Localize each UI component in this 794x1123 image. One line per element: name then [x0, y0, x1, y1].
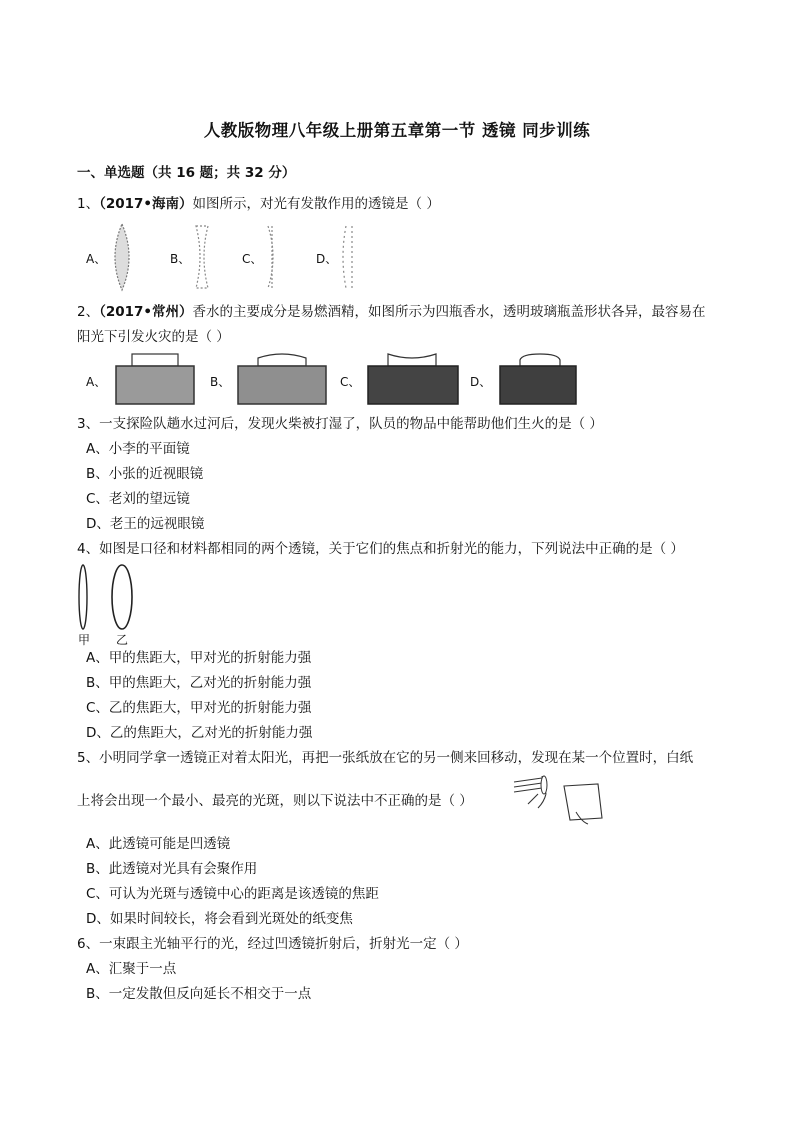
lens-d-planoconcave-icon	[343, 226, 352, 288]
question-2	[77, 303, 706, 321]
q6-option-a[interactable]: A、汇聚于一点	[86, 961, 177, 977]
q4-lens-figures	[74, 562, 144, 632]
question-source: （2017•海南）	[99, 196, 193, 212]
q4-option-c[interactable]: C、乙的焦距大，甲对光的折射能力强	[86, 700, 312, 716]
q5-option-a[interactable]: A、此透镜可能是凹透镜	[86, 836, 231, 852]
lens-a-biconvex-icon	[115, 224, 129, 290]
q3-option-a[interactable]: A、小李的平面镜	[86, 441, 190, 457]
section-heading: 一、单选题（共 16 题；共 32 分）	[77, 165, 296, 181]
q5-option-b[interactable]: B、此透镜对光具有会聚作用	[86, 861, 258, 877]
paper-sheet-icon	[564, 784, 602, 824]
question-text: 如图所示，对光有发散作用的透镜是（ ）	[192, 196, 440, 212]
q2-label-a: A、	[86, 375, 107, 389]
q3-option-d[interactable]: D、老王的远视眼镜	[86, 516, 205, 532]
question-3: 3、一支探险队趟水过河后，发现火柴被打湿了，队员的物品中能帮助他们生火的是（ ）	[77, 416, 603, 432]
question-1	[77, 195, 440, 213]
question-4: 4、如图是口径和材料都相同的两个透镜，关于它们的焦点和折射光的能力，下列说法中正确的是（ ）	[77, 541, 684, 557]
q4-option-a[interactable]: A、甲的焦距大，甲对光的折射能力强	[86, 650, 312, 666]
question-number: 2、	[77, 304, 100, 320]
lens-jia-thin-icon	[79, 565, 87, 629]
q4-option-d[interactable]: D、乙的焦距大，乙对光的折射能力强	[86, 725, 313, 741]
question-source: （2017•常州）	[99, 304, 193, 320]
q1-label-a: A、	[86, 252, 107, 266]
q5-option-c[interactable]: C、可认为光斑与透镜中心的距离是该透镜的焦距	[86, 886, 379, 902]
q4-label-jia: 甲	[78, 633, 91, 647]
bottle-b-convex-cap-icon	[238, 354, 326, 404]
lens-yi-thick-icon	[112, 565, 132, 629]
q2-label-d: D、	[470, 375, 492, 389]
q1-lens-figures	[108, 222, 368, 292]
q2-label-b: B、	[210, 375, 231, 389]
bottle-c-concave-cap-icon	[368, 354, 458, 404]
question-2-line2: 阳光下引发火灾的是（ ）	[77, 329, 230, 345]
q5-option-d[interactable]: D、如果时间较长，将会看到光斑处的纸变焦	[86, 911, 353, 927]
question-text-line1: 香水的主要成分是易燃酒精，如图所示为四瓶香水，透明玻璃瓶盖形状各异，最容易在	[192, 304, 706, 320]
sunlight-rays-icon	[514, 778, 542, 792]
question-6: 6、一束跟主光轴平行的光，经过凹透镜折射后，折射光一定（ ）	[77, 936, 468, 952]
lens-b-concave-icon	[196, 226, 208, 288]
q4-option-b[interactable]: B、甲的焦距大，乙对光的折射能力强	[86, 675, 312, 691]
q2-label-c: C、	[340, 375, 361, 389]
question-5-line1: 5、小明同学拿一透镜正对着太阳光，再把一张纸放在它的另一侧来回移动，发现在某一个位置时，白纸	[77, 750, 694, 766]
question-number: 1、	[77, 196, 100, 212]
q1-label-b: B、	[170, 252, 191, 266]
q5-lens-paper-figure	[508, 774, 608, 826]
lens-c-planoconvex-icon	[268, 226, 273, 288]
q4-label-yi: 乙	[116, 633, 129, 647]
q6-option-b[interactable]: B、一定发散但反向延长不相交于一点	[86, 986, 312, 1002]
q2-perfume-bottles	[110, 352, 580, 406]
q1-label-d: D、	[316, 252, 338, 266]
page-title: 人教版物理八年级上册第五章第一节 透镜 同步训练	[203, 121, 591, 140]
bottle-a-flat-cap-icon	[116, 354, 194, 404]
q3-option-c[interactable]: C、老刘的望远镜	[86, 491, 190, 507]
hand-holding-lens-icon	[528, 776, 547, 808]
q3-option-b[interactable]: B、小张的近视眼镜	[86, 466, 204, 482]
question-5-line2: 上将会出现一个最小、最亮的光斑，则以下说法中不正确的是（ ）	[77, 793, 473, 809]
q1-label-c: C、	[242, 252, 263, 266]
bottle-d-rounded-cap-icon	[500, 354, 576, 404]
